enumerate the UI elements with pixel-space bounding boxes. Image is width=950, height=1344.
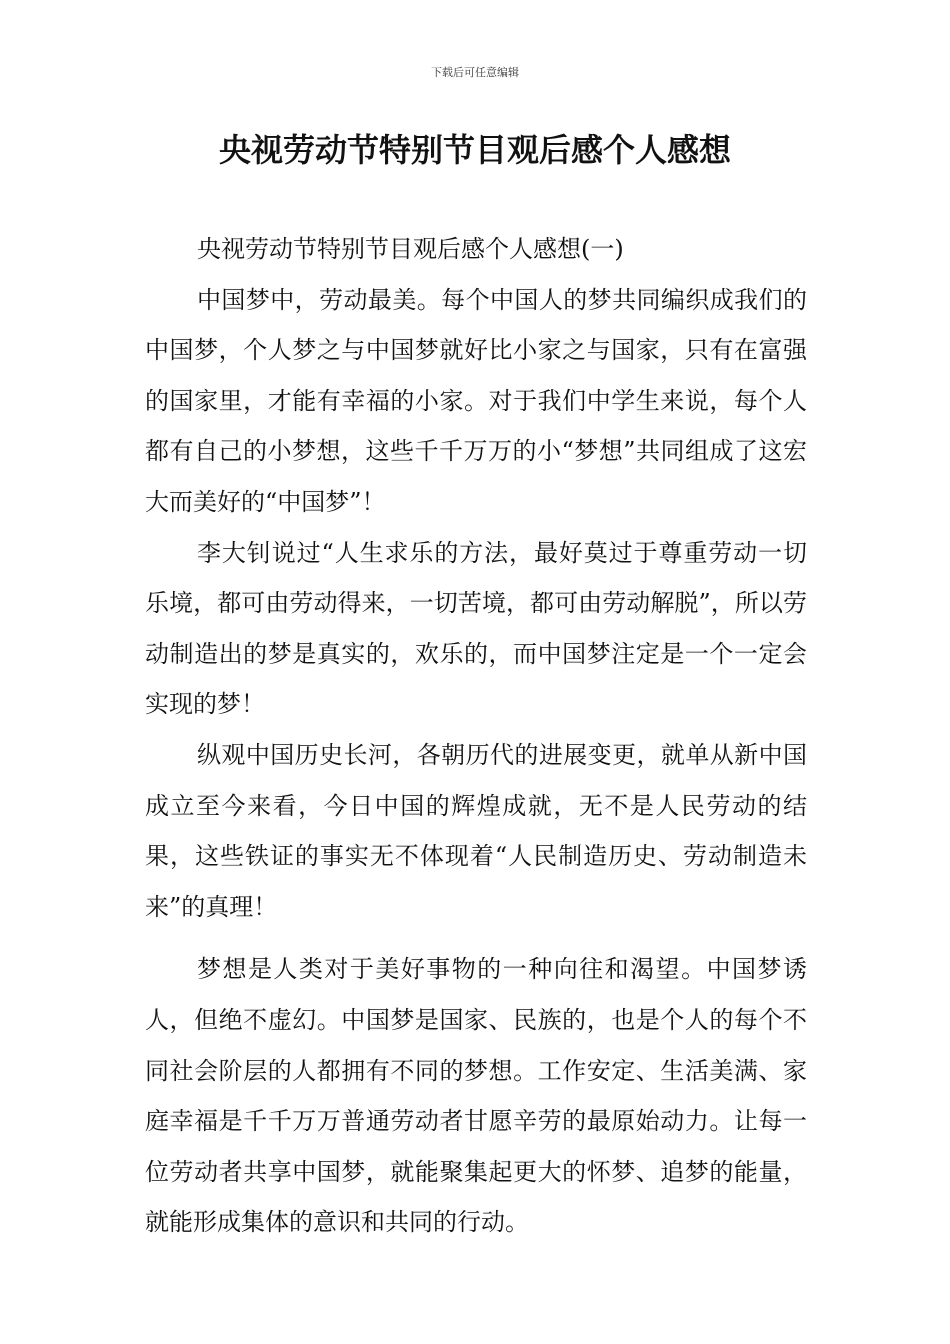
document-title: 央视劳动节特别节目观后感个人感想	[218, 131, 731, 169]
body-paragraph: 中国梦中，劳动最美。每个中国人的梦共同编织成我们的中国梦，个人梦之与中国梦就好比小家之与国家，只有在富强的国家里，才能有幸福的小家。对于我们中学生来说，每个人都有自己的小梦想，这些千千万万的小“梦想”共同组成了这宏大而美好的“中国梦”！	[145, 285, 807, 516]
header-note: 下载后可任意编辑	[431, 66, 519, 79]
subtitle-paragraph: 央视劳动节特别节目观后感个人感想(一)	[197, 235, 624, 263]
body-paragraph: 李大钊说过“人生求乐的方法，最好莫过于尊重劳动一切乐境，都可由劳动得来，一切苦境，都可由劳动解脱”，所以劳动制造出的梦是真实的，欢乐的，而中国梦注定是一个一定会实现的梦！	[145, 538, 807, 719]
body-paragraph: 梦想是人类对于美好事物的一种向往和渴望。中国梦诱人，但绝不虚幻。中国梦是国家、民族的，也是个人的每个不同社会阶层的人都拥有不同的梦想。工作安定、生活美满、家庭幸福是千千万万普通劳动者甘愿辛劳的最原始动力。让每一位劳动者共享中国梦，就能聚集起更大的怀梦、追梦的能量，就能形成集体的意识和共同的行动。	[145, 955, 807, 1237]
document-body	[145, 224, 807, 1248]
body-paragraph: 纵观中国历史长河，各朝历代的进展变更，就单从新中国成立至今来看，今日中国的辉煌成就，无不是人民劳动的结果，这些铁证的事实无不体现着“人民制造历史、劳动制造未来”的真理！	[145, 740, 807, 921]
